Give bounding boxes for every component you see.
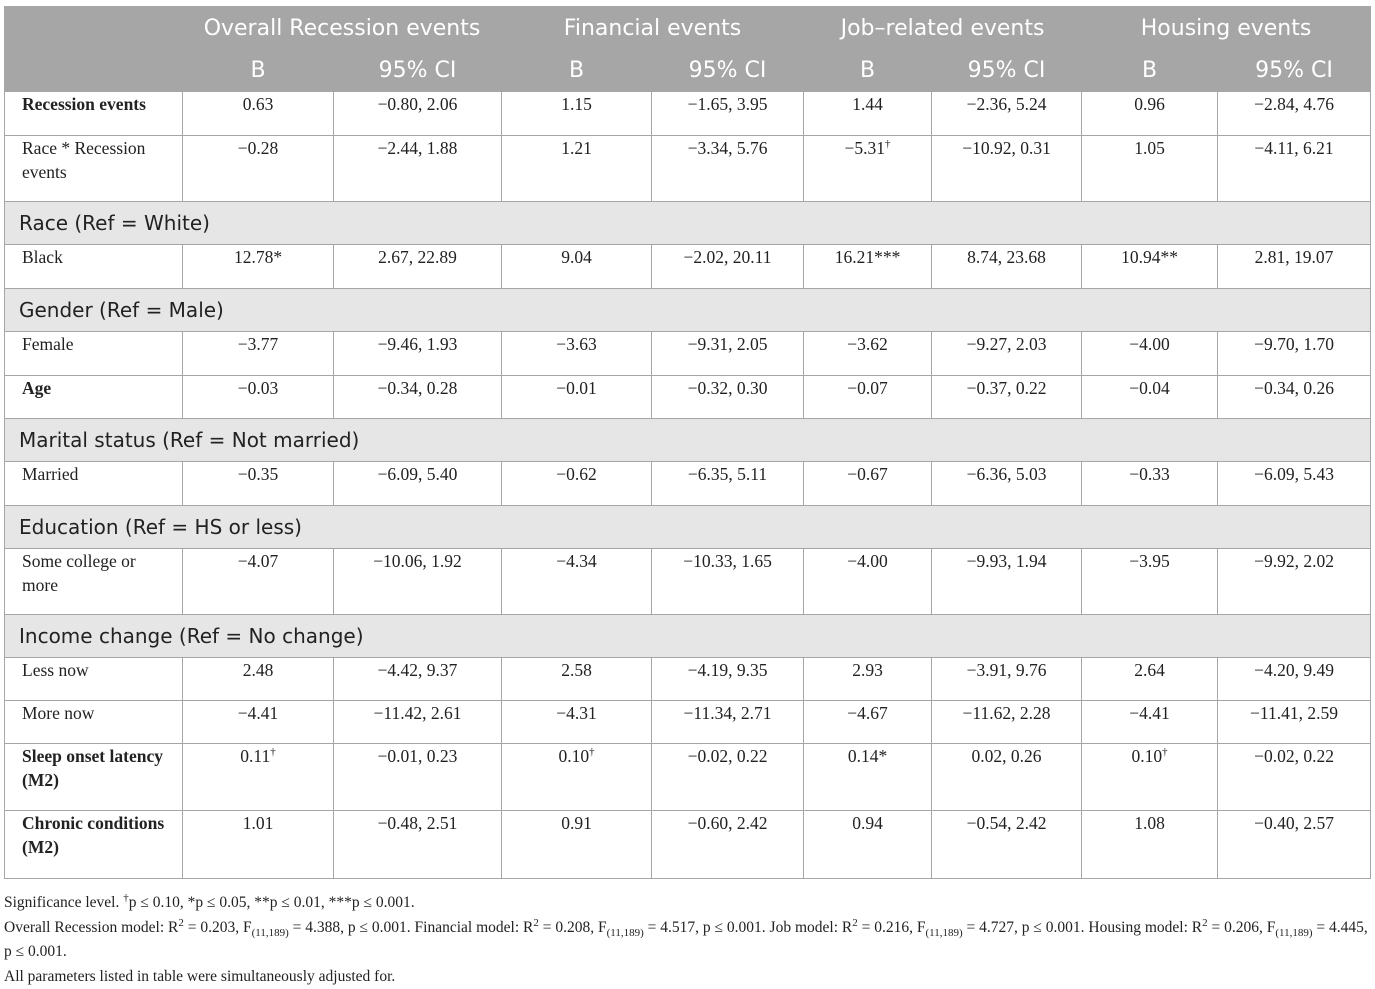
cell-b: −4.00 — [804, 549, 932, 615]
cell-ci: −9.27, 2.03 — [932, 332, 1082, 376]
cell-b: −0.03 — [183, 376, 334, 419]
cell-ci: −0.80, 2.06 — [334, 92, 502, 136]
cell-b: 12.78* — [183, 245, 334, 289]
cell-ci: −4.20, 9.49 — [1218, 658, 1371, 701]
table-row — [5, 376, 1371, 419]
cell-b: −0.01 — [502, 376, 652, 419]
cell-b: −4.00 — [1082, 332, 1218, 376]
header-b: B — [183, 50, 334, 92]
header-ci: 95% CI — [652, 50, 804, 92]
cell-ci: −0.40, 2.57 — [1218, 811, 1371, 879]
cell-b: 1.15 — [502, 92, 652, 136]
row-label: Less now — [5, 658, 183, 701]
cell-ci: −0.02, 0.22 — [652, 744, 804, 811]
cell-b: 0.63 — [183, 92, 334, 136]
significance-mark: † — [589, 746, 595, 759]
cell-b: 0.11† — [183, 744, 334, 811]
cell-b: 9.04 — [502, 245, 652, 289]
row-label: More now — [5, 701, 183, 744]
section-label: Education (Ref = HS or less) — [5, 506, 1371, 549]
cell-ci: −2.84, 4.76 — [1218, 92, 1371, 136]
header-ci: 95% CI — [334, 50, 502, 92]
cell-b: 0.14* — [804, 744, 932, 811]
cell-b: 1.01 — [183, 811, 334, 879]
cell-ci: −0.60, 2.42 — [652, 811, 804, 879]
cell-b: 10.94** — [1082, 245, 1218, 289]
cell-b: −5.31† — [804, 136, 932, 202]
cell-b: −3.77 — [183, 332, 334, 376]
cell-ci: −0.48, 2.51 — [334, 811, 502, 879]
cell-b: −3.95 — [1082, 549, 1218, 615]
row-label: Age — [5, 376, 183, 419]
cell-ci: 2.67, 22.89 — [334, 245, 502, 289]
cell-b: 2.93 — [804, 658, 932, 701]
cell-b: −0.07 — [804, 376, 932, 419]
regression-table — [4, 6, 1371, 879]
model-stat: Job model: $R^2 = 0.216$, $F_{(11,189)} = 4.727$, p ≤ 0.001. — [769, 916, 1089, 939]
cell-b: 1.44 — [804, 92, 932, 136]
section-row — [5, 289, 1371, 332]
cell-b: 2.58 — [502, 658, 652, 701]
table-row — [5, 549, 1371, 615]
cell-b: −0.33 — [1082, 462, 1218, 506]
cell-ci: −11.62, 2.28 — [932, 701, 1082, 744]
section-label: Income change (Ref = No change) — [5, 615, 1371, 658]
cell-b: −0.62 — [502, 462, 652, 506]
cell-ci: −6.36, 5.03 — [932, 462, 1082, 506]
cell-b: −4.31 — [502, 701, 652, 744]
row-label: Some college or more — [5, 549, 183, 615]
cell-ci: −10.92, 0.31 — [932, 136, 1082, 202]
table-row — [5, 658, 1371, 701]
header-group: Financial events — [502, 7, 804, 50]
section-row — [5, 202, 1371, 245]
cell-ci: −0.34, 0.28 — [334, 376, 502, 419]
table-row — [5, 136, 1371, 202]
significance-mark: † — [1162, 746, 1168, 759]
header-ci: 95% CI — [932, 50, 1082, 92]
cell-b: 0.96 — [1082, 92, 1218, 136]
row-label: Race * Recession events — [5, 136, 183, 202]
header-b: B — [502, 50, 652, 92]
cell-b: −0.67 — [804, 462, 932, 506]
cell-b: −0.28 — [183, 136, 334, 202]
significance-mark: † — [270, 746, 276, 759]
cell-b: −0.04 — [1082, 376, 1218, 419]
cell-ci: −0.37, 0.22 — [932, 376, 1082, 419]
cell-b: −4.34 — [502, 549, 652, 615]
table-header — [5, 7, 1371, 92]
cell-ci: −0.01, 0.23 — [334, 744, 502, 811]
cell-ci: −9.70, 1.70 — [1218, 332, 1371, 376]
table-row — [5, 92, 1371, 136]
header-b: B — [1082, 50, 1218, 92]
cell-b: −4.41 — [183, 701, 334, 744]
cell-b: 2.48 — [183, 658, 334, 701]
row-label: Recession events — [5, 92, 183, 136]
cell-ci: −9.46, 1.93 — [334, 332, 502, 376]
cell-ci: −0.54, 2.42 — [932, 811, 1082, 879]
cell-ci: −6.09, 5.43 — [1218, 462, 1371, 506]
cell-ci: −9.92, 2.02 — [1218, 549, 1371, 615]
cell-ci: −10.33, 1.65 — [652, 549, 804, 615]
significance-mark: † — [885, 138, 891, 151]
cell-ci: −2.02, 20.11 — [652, 245, 804, 289]
cell-ci: −9.93, 1.94 — [932, 549, 1082, 615]
table-row — [5, 701, 1371, 744]
model-stat: Financial model: $R^2 = 0.208$, $F_{(11,189)} = 4.517$, p ≤ 0.001. — [414, 916, 770, 939]
section-label: Marital status (Ref = Not married) — [5, 419, 1371, 462]
cell-ci: −3.91, 9.76 — [932, 658, 1082, 701]
cell-b: 2.64 — [1082, 658, 1218, 701]
cell-ci: −11.42, 2.61 — [334, 701, 502, 744]
cell-b: −3.63 — [502, 332, 652, 376]
header-group: Job–related events — [804, 7, 1082, 50]
cell-ci: −10.06, 1.92 — [334, 549, 502, 615]
header-corner — [5, 7, 183, 92]
cell-ci: −4.42, 9.37 — [334, 658, 502, 701]
cell-b: 0.10† — [1082, 744, 1218, 811]
table-row — [5, 462, 1371, 506]
cell-ci: −2.44, 1.88 — [334, 136, 502, 202]
cell-ci: −3.34, 5.76 — [652, 136, 804, 202]
row-label: Black — [5, 245, 183, 289]
table-body — [5, 92, 1371, 879]
row-label: Female — [5, 332, 183, 376]
cell-ci: −1.65, 3.95 — [652, 92, 804, 136]
section-row — [5, 419, 1371, 462]
table-row — [5, 811, 1371, 879]
footnote-adjusted: All parameters listed in table were simultaneously adjusted for. — [4, 967, 396, 985]
cell-b: 0.94 — [804, 811, 932, 879]
cell-ci: 2.81, 19.07 — [1218, 245, 1371, 289]
row-label: Sleep onset latency (M2) — [5, 744, 183, 811]
cell-ci: −0.32, 0.30 — [652, 376, 804, 419]
footnote-significance: Significance level. †p ≤ 0.10, *p ≤ 0.05, **p ≤ 0.01, ***p ≤ 0.001. — [4, 891, 415, 911]
header-group: Housing events — [1082, 7, 1371, 50]
cell-b: 1.08 — [1082, 811, 1218, 879]
section-row — [5, 506, 1371, 549]
table-row — [5, 245, 1371, 289]
header-group: Overall Recession events — [183, 7, 502, 50]
cell-ci: −2.36, 5.24 — [932, 92, 1082, 136]
model-stat: Overall Recession model: $R^2 = 0.203$, $F_{(11,189)} = 4.388$, p ≤ 0.001. — [4, 916, 415, 939]
cell-ci: −9.31, 2.05 — [652, 332, 804, 376]
section-label: Race (Ref = White) — [5, 202, 1371, 245]
header-b: B — [804, 50, 932, 92]
cell-b: −4.07 — [183, 549, 334, 615]
cell-b: 0.91 — [502, 811, 652, 879]
footnote-models — [4, 916, 1370, 965]
cell-b: 1.21 — [502, 136, 652, 202]
table-row — [5, 744, 1371, 811]
cell-ci: −6.09, 5.40 — [334, 462, 502, 506]
cell-ci: 8.74, 23.68 — [932, 245, 1082, 289]
cell-b: 0.10† — [502, 744, 652, 811]
header-ci: 95% CI — [1218, 50, 1371, 92]
cell-ci: −11.34, 2.71 — [652, 701, 804, 744]
table-row — [5, 332, 1371, 376]
row-label: Married — [5, 462, 183, 506]
section-row — [5, 615, 1371, 658]
cell-ci: −4.19, 9.35 — [652, 658, 804, 701]
model-stat: Housing model: $R^2 = 0.206$, $F_{(11,189)} = 4.445$, p ≤ 0.001. — [4, 916, 1368, 960]
cell-ci: −6.35, 5.11 — [652, 462, 804, 506]
cell-b: 1.05 — [1082, 136, 1218, 202]
cell-ci: −0.34, 0.26 — [1218, 376, 1371, 419]
cell-b: −4.67 — [804, 701, 932, 744]
cell-b: −0.35 — [183, 462, 334, 506]
table-footnotes — [4, 891, 1370, 989]
cell-b: 16.21*** — [804, 245, 932, 289]
cell-b: −4.41 — [1082, 701, 1218, 744]
row-label: Chronic conditions (M2) — [5, 811, 183, 879]
cell-ci: −11.41, 2.59 — [1218, 701, 1371, 744]
cell-ci: 0.02, 0.26 — [932, 744, 1082, 811]
cell-ci: −4.11, 6.21 — [1218, 136, 1371, 202]
section-label: Gender (Ref = Male) — [5, 289, 1371, 332]
cell-ci: −0.02, 0.22 — [1218, 744, 1371, 811]
cell-b: −3.62 — [804, 332, 932, 376]
